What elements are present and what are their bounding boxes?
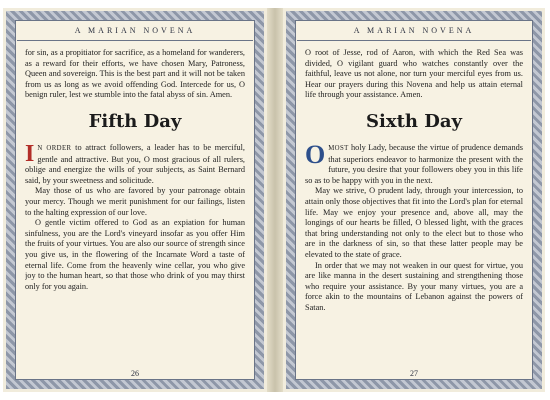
drop-cap: O [305,139,326,169]
running-header: A MARIAN NOVENA [17,22,253,41]
paragraph-text: to attract followers, a leader has to be merciful, gentle and attractive. But you, O most gracious of all rulers, oblige and energize the wills of your subjects, as Saint Bernard said, by your sweetness and solicitude. [25,142,245,185]
paragraph: May we strive, O prudent lady, through your intercession, to attain only those objectives that fit into the Lord's plan for eternal life. May we enjoy your presence and, above all, may the longings of our hearts be filled, O blessed light, with the graces that bring understanding not only to the elect but to those who are in the darkness of sin, so that these latter people may be elevated to the state of grace. [305,186,523,259]
page-text [305,48,523,364]
left-page [3,8,267,392]
page-number: 26 [131,369,139,378]
drop-cap: I [25,140,35,167]
day-title: Sixth Day [366,110,462,132]
page-text [25,48,245,364]
paragraph: May those of us who are favored by your patronage obtain your mercy. Though we merit punishment for our failings, listen to the halting expression of our love. [25,186,245,217]
opening-paragraph [305,139,523,186]
lead-caps: MOST [328,144,349,152]
right-page [283,8,545,392]
continued-paragraph: O root of Jesse, rod of Aaron, with which the Red Sea was divided, O vigilant guard who watches constantly over the faithful, leave us not alone, nor turn your merciful eyes from us. Hear our prayers during this Novena and help us attain eternal life through your assistance. Amen. [305,48,523,100]
day-title: Fifth Day [88,110,182,132]
paragraph: In order that we may not weaken in our quest for virtue, you are like manna in the desert sustaining and strengthening those who require your assistance. By your many virtues, you are a force akin to the mountains of Lebanon against the powers of Satan. [305,260,523,312]
paragraph-text: holy Lady, because the virtue of prudence demands that superiors endeavor to harmonize the present with the future, you desire that your followers obey you in this life so as to be happy with you in the next. [305,142,523,185]
running-header: A MARIAN NOVENA [297,22,531,41]
book-gutter [267,8,283,392]
page-number: 27 [410,369,418,378]
paragraph: O gentle victim offered to God as an expiation for human sinfulness, you are the Lord's vineyard insofar as you offer Him the fruits of your virtues. You are also our source of strength since you give us, in the flowering of the Incarnate Word a taste of eternal life. Come from the heavenly wine cellar, you who give joy to the human heart, so that those who drink of you may thirst only for you again. [25,218,245,291]
lead-caps: N ORDER [37,144,72,152]
continued-paragraph: for sin, as a propitiator for sacrifice, as a homeland for wanderers, as a reward for their efforts, we have chosen Mary, Patroness, Queen and sovereign. This is the best part and it will not be taken from us as long as we avoid offending God. Intercede for us, O benign ruler, lest we stumble into the fatal abyss of sin. Amen. [25,48,245,100]
opening-paragraph [25,140,245,186]
